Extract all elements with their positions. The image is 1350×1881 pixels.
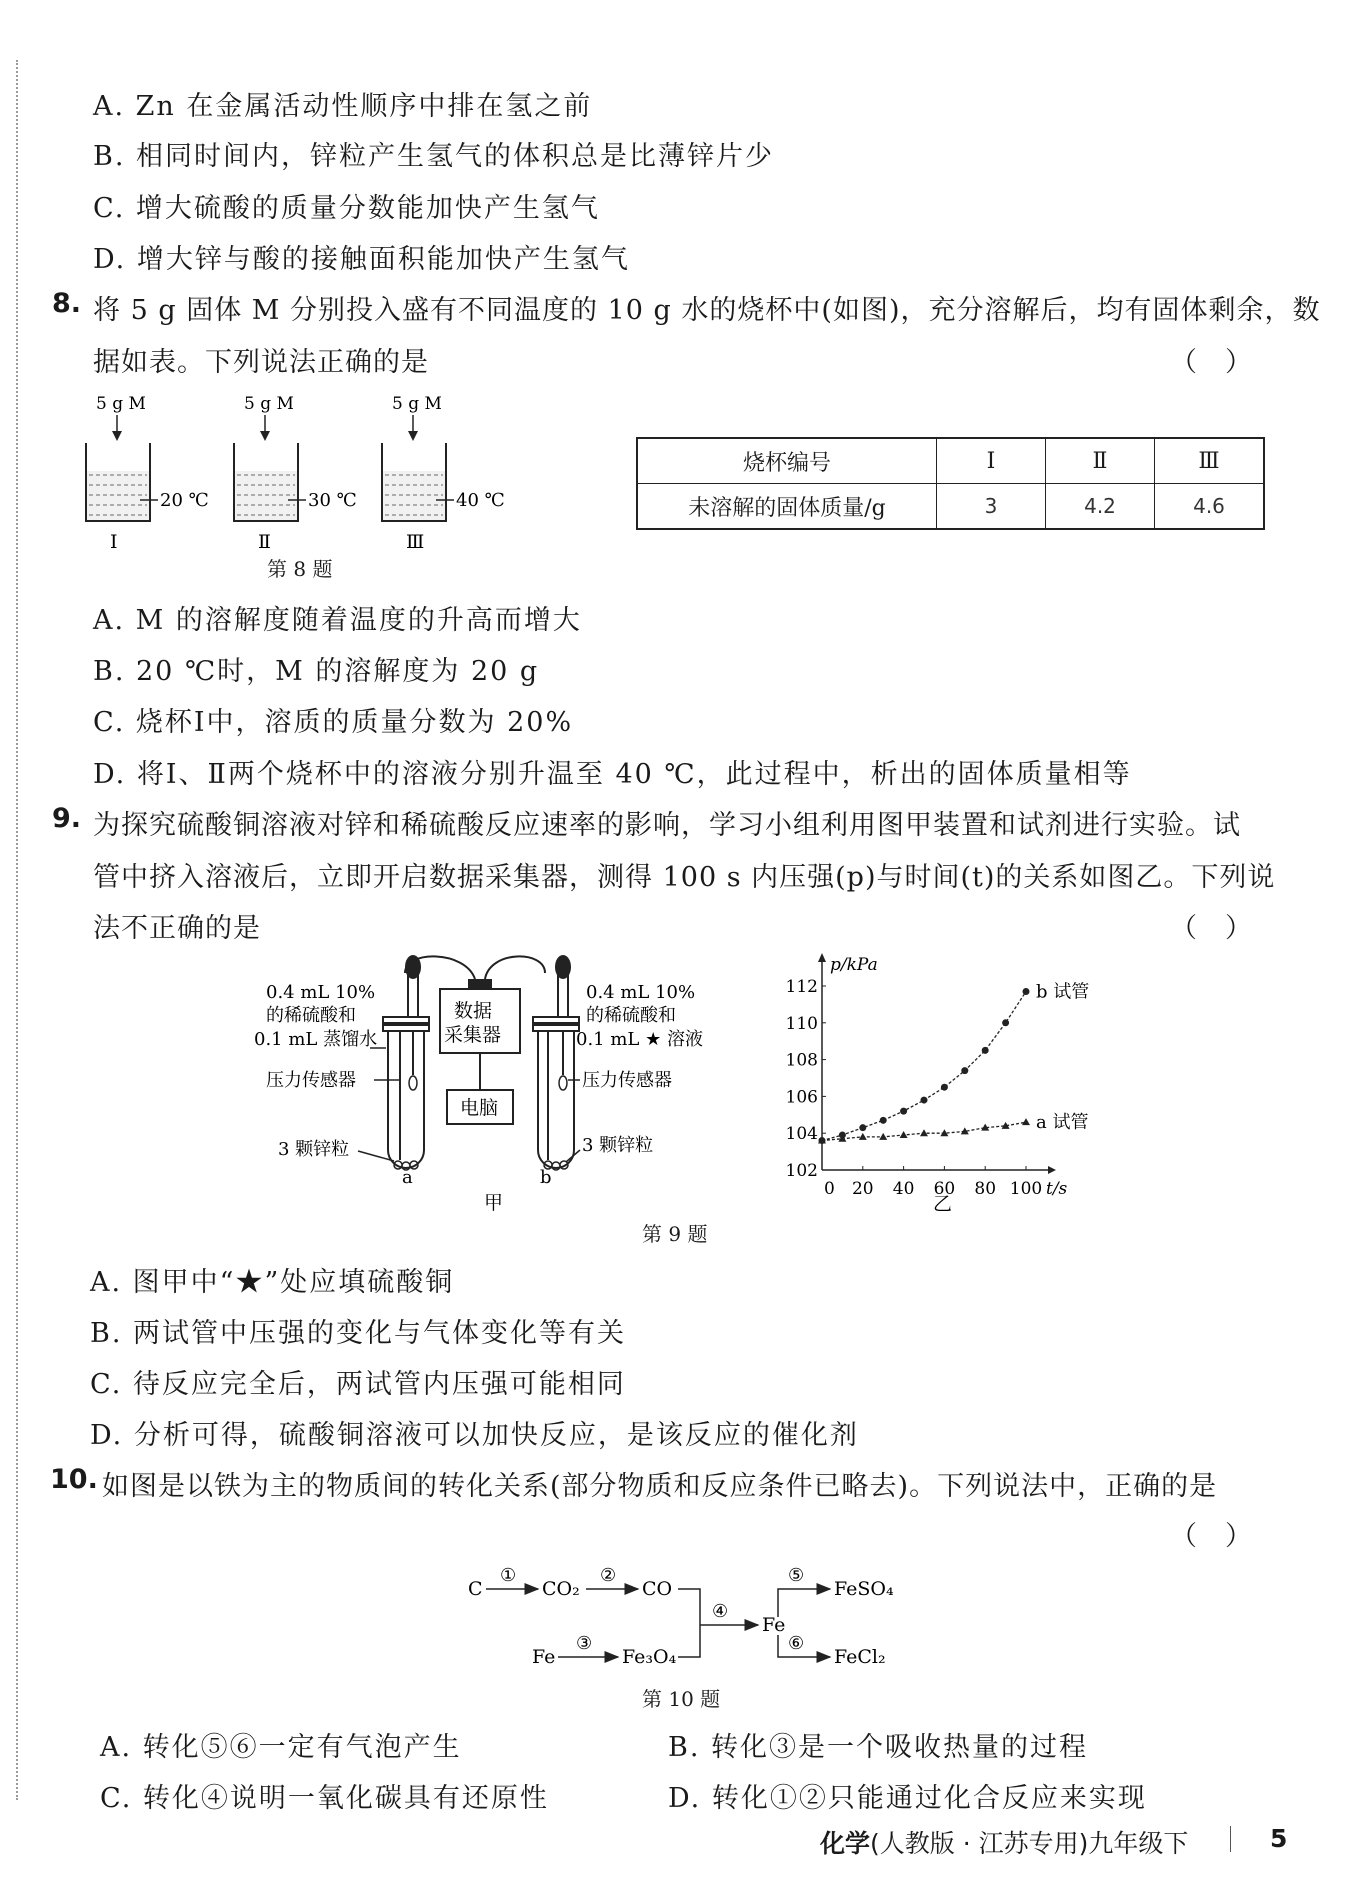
q9-stem-line1: 为探究硫酸铜溶液对锌和稀硫酸反应速率的影响，学习小组利用图甲装置和试剂进行实验。试 bbox=[93, 810, 1241, 841]
data-point-b bbox=[1002, 1019, 1009, 1026]
q7-option-d: D. 增大锌与酸的接触面积能加快产生氢气 bbox=[93, 244, 630, 275]
table-row bbox=[637, 484, 1264, 530]
q8-number: 8. bbox=[52, 288, 82, 319]
zinc-label-left: 3 颗锌粒 bbox=[278, 1139, 350, 1160]
species-co2: CO₂ bbox=[542, 1578, 580, 1600]
q9-option-c: C. 待反应完全后，两试管内压强可能相同 bbox=[90, 1369, 626, 1400]
table-cell: 4.2 bbox=[1046, 484, 1155, 530]
arrow-5 bbox=[778, 1589, 830, 1617]
q10-option-d: D. 转化①②只能通过化合反应来实现 bbox=[668, 1783, 1147, 1814]
y-tick-label: 104 bbox=[785, 1124, 818, 1145]
beaker-id: Ⅲ bbox=[406, 531, 425, 553]
q8-option-b: B. 20 ℃时，M 的溶解度为 20 g bbox=[93, 656, 540, 687]
beaker-top-label: 5 g M bbox=[392, 394, 442, 414]
data-point-a bbox=[859, 1133, 867, 1140]
left-reagent-line3: 0.1 mL 蒸馏水 bbox=[254, 1029, 378, 1050]
y-tick-label: 110 bbox=[785, 1013, 818, 1034]
y-tick-label: 106 bbox=[785, 1087, 818, 1108]
data-point-a bbox=[879, 1133, 887, 1140]
x-tick-label: 20 bbox=[851, 1179, 874, 1199]
data-point-b bbox=[941, 1084, 948, 1091]
drop-arrow-head bbox=[408, 431, 418, 441]
beaker-temperature: 30 ℃ bbox=[308, 490, 357, 511]
y-axis-arrow bbox=[818, 953, 826, 962]
step-2-label: ② bbox=[600, 1565, 617, 1586]
q8-figure-caption: 第 8 题 bbox=[267, 557, 333, 581]
q8-answer-blank[interactable]: （） bbox=[1170, 347, 1280, 378]
y-tick-label: 102 bbox=[785, 1161, 818, 1181]
data-point-b bbox=[900, 1108, 907, 1115]
series-label: b 试管 bbox=[1036, 981, 1090, 1003]
x-tick-label: 80 bbox=[974, 1179, 997, 1199]
q10-stem-line1: 如图是以铁为主的物质间的转化关系(部分物质和反应条件已略去)。下列说法中，正确的是 bbox=[102, 1471, 1218, 1502]
species-co: CO bbox=[642, 1578, 673, 1600]
q7-option-b: B. 相同时间内，锌粒产生氢气的体积总是比薄锌片少 bbox=[93, 141, 775, 172]
dropper-a bbox=[408, 975, 418, 1017]
data-point-b bbox=[859, 1124, 866, 1131]
tube-b-label: b bbox=[540, 1167, 552, 1188]
step-4-label: ④ bbox=[712, 1601, 729, 1622]
collector-label-2: 采集器 bbox=[444, 1024, 502, 1046]
step-6-label: ⑥ bbox=[788, 1633, 805, 1654]
q9-option-b: B. 两试管中压强的变化与气体变化等有关 bbox=[90, 1318, 627, 1349]
x-tick-label: 0 bbox=[824, 1179, 835, 1199]
step-3-label: ③ bbox=[576, 1633, 593, 1654]
apparatus-label: 甲 bbox=[484, 1192, 504, 1214]
data-point-b bbox=[961, 1067, 968, 1074]
q9-stem-line3: 法不正确的是 bbox=[93, 913, 261, 944]
x-tick-label: 100 bbox=[1009, 1179, 1043, 1199]
chart-label: 乙 bbox=[933, 1193, 953, 1215]
footer-edition: (人教版 · 江苏专用) bbox=[870, 1829, 1089, 1858]
drop-arrow-head bbox=[112, 431, 122, 441]
species-fe-left: Fe bbox=[532, 1646, 556, 1668]
q10-number: 10. bbox=[50, 1464, 98, 1495]
table-cell: 4.6 bbox=[1155, 484, 1265, 530]
q9-figure-caption: 第 9 题 bbox=[642, 1222, 708, 1246]
q10-option-c: C. 转化④说明一氧化碳具有还原性 bbox=[100, 1783, 549, 1814]
q7-option-c: C. 增大硫酸的质量分数能加快产生氢气 bbox=[93, 193, 600, 224]
q9-option-d: D. 分析可得，硫酸铜溶液可以加快反应，是该反应的催化剂 bbox=[90, 1420, 859, 1451]
q10-option-a: A. 转化⑤⑥一定有气泡产生 bbox=[100, 1732, 462, 1763]
data-point-b bbox=[880, 1117, 887, 1124]
footer-grade: 九年级下 bbox=[1088, 1829, 1189, 1858]
table-cell: 3 bbox=[937, 484, 1046, 530]
footer-divider bbox=[1230, 1826, 1231, 1852]
q9-answer-blank[interactable]: （） bbox=[1170, 913, 1280, 944]
q10-conversion-diagram bbox=[460, 1555, 920, 1675]
series-label: a 试管 bbox=[1036, 1112, 1089, 1134]
table-row bbox=[637, 438, 1264, 484]
zinc-label-right: 3 颗锌粒 bbox=[582, 1135, 654, 1156]
q9-pressure-chart bbox=[775, 950, 1105, 1215]
data-point-b bbox=[1023, 988, 1030, 995]
drop-a bbox=[409, 1076, 417, 1090]
beaker-temperature: 20 ℃ bbox=[160, 490, 209, 511]
computer-label: 电脑 bbox=[460, 1097, 499, 1119]
q8-option-c: C. 烧杯Ⅰ中，溶质的质量分数为 20% bbox=[93, 707, 574, 738]
binding-margin-line bbox=[16, 60, 18, 1800]
y-axis-label: p/kPa bbox=[830, 955, 878, 975]
q8-stem-line2: 据如表。下列说法正确的是 bbox=[93, 347, 429, 378]
table-header-cell: Ⅰ bbox=[937, 438, 1046, 484]
species-fe3o4: Fe₃O₄ bbox=[622, 1646, 677, 1668]
table-header-cell: 烧杯编号 bbox=[637, 438, 937, 484]
sensor-label-left: 压力传感器 bbox=[266, 1070, 356, 1091]
data-point-a bbox=[1022, 1118, 1030, 1125]
footer-subject: 化学 bbox=[820, 1829, 871, 1858]
dropper-bulb-b bbox=[555, 955, 571, 979]
q9-number: 9. bbox=[52, 803, 82, 834]
left-reagent-line2: 的稀硫酸和 bbox=[266, 1005, 356, 1026]
sensor-label-right: 压力传感器 bbox=[582, 1070, 672, 1091]
q8-option-a: A. M 的溶解度随着温度的升高而增大 bbox=[93, 605, 582, 636]
step-1-label: ① bbox=[500, 1565, 517, 1586]
x-axis-arrow bbox=[1048, 1166, 1056, 1174]
species-c: C bbox=[468, 1578, 483, 1600]
right-reagent-line2: 的稀硫酸和 bbox=[586, 1005, 676, 1026]
data-point-b bbox=[982, 1047, 989, 1054]
data-point-a bbox=[900, 1131, 908, 1138]
q9-apparatus-diagram bbox=[240, 945, 760, 1215]
y-tick-label: 112 bbox=[785, 977, 818, 997]
footer-book-title bbox=[820, 1824, 1188, 1860]
q10-option-b: B. 转化③是一个吸收热量的过程 bbox=[668, 1732, 1089, 1763]
x-tick-label: 60 bbox=[933, 1179, 956, 1199]
drop-arrow-head bbox=[260, 431, 270, 441]
right-reagent-line3: 0.1 mL ★ 溶液 bbox=[576, 1029, 703, 1050]
table-header-cell: Ⅱ bbox=[1046, 438, 1155, 484]
q8-data-table bbox=[636, 437, 1265, 530]
sensor-wire-right bbox=[485, 956, 545, 979]
tube-a-label: a bbox=[402, 1167, 413, 1188]
left-reagent-line1: 0.4 mL 10% bbox=[266, 982, 376, 1003]
q9-stem-line2: 管中挤入溶液后，立即开启数据采集器，测得 100 s 内压强(p)与时间(t)的关系如图乙。下列说 bbox=[93, 862, 1276, 893]
beaker-top-label: 5 g M bbox=[244, 394, 294, 414]
test-tube-a bbox=[388, 1023, 424, 1168]
dropper-b bbox=[558, 975, 568, 1017]
data-point-b bbox=[921, 1097, 928, 1104]
x-axis-label: t/s bbox=[1046, 1179, 1068, 1199]
q7-option-a: A. Zn 在金属活动性顺序中排在氢之前 bbox=[93, 91, 593, 122]
species-fecl2: FeCl₂ bbox=[834, 1646, 886, 1668]
test-tube-b bbox=[538, 1023, 574, 1168]
beaker-id: Ⅱ bbox=[258, 531, 271, 553]
q8-stem-line1: 将 5 g 固体 M 分别投入盛有不同温度的 10 g 水的烧杯中(如图)，充分溶解后，均有固体剩余，数 bbox=[93, 295, 1321, 326]
species-feso4: FeSO₄ bbox=[834, 1578, 894, 1600]
species-fe-mid: Fe bbox=[762, 1614, 786, 1636]
q9-option-a: A. 图甲中“★”处应填硫酸铜 bbox=[90, 1267, 455, 1298]
page-number: 5 bbox=[1270, 1824, 1288, 1853]
q10-answer-blank[interactable]: （） bbox=[1170, 1521, 1280, 1552]
step-5-label: ⑤ bbox=[788, 1565, 805, 1586]
beaker-id: Ⅰ bbox=[110, 531, 118, 553]
collector-label-1: 数据 bbox=[454, 1000, 493, 1022]
y-tick-label: 108 bbox=[785, 1050, 818, 1071]
beaker-top-label: 5 g M bbox=[96, 394, 146, 414]
x-tick-label: 40 bbox=[892, 1179, 915, 1199]
beaker-temperature: 40 ℃ bbox=[456, 490, 505, 511]
right-reagent-line1: 0.4 mL 10% bbox=[586, 982, 696, 1003]
table-cell: 未溶解的固体质量/g bbox=[637, 484, 937, 530]
collector-port bbox=[468, 979, 492, 989]
table-header-cell: Ⅲ bbox=[1155, 438, 1265, 484]
drop-b bbox=[559, 1076, 567, 1090]
bracket-4 bbox=[678, 1589, 700, 1657]
series-line bbox=[822, 992, 1026, 1141]
q8-option-d: D. 将Ⅰ、Ⅱ两个烧杯中的溶液分别升温至 40 ℃，此过程中，析出的固体质量相等 bbox=[93, 759, 1132, 790]
dropper-bulb-a bbox=[405, 955, 421, 979]
q10-figure-caption: 第 10 题 bbox=[642, 1687, 721, 1711]
